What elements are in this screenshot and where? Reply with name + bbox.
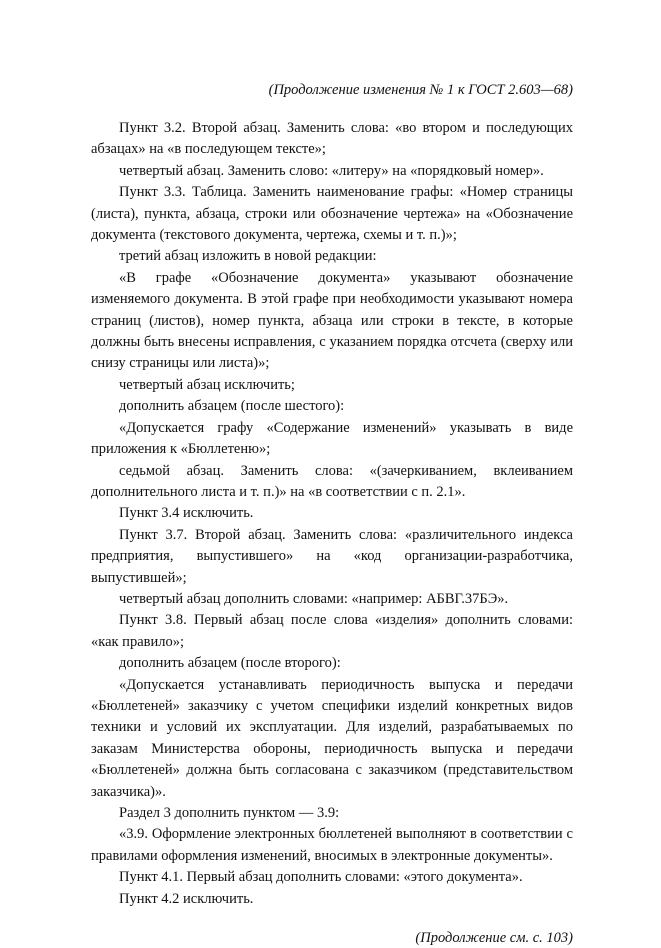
document-body: [91, 118, 573, 910]
paragraph: Пункт 3.8. Первый абзац после слова «изделия» дополнить словами: «как правило»;: [91, 612, 573, 650]
paragraph: Пункт 3.7. Второй абзац. Заменить слова: «различительного индекса предприятия, выпустившего» на «код организации-разработчика, выпустившей»;: [91, 526, 573, 586]
document-page: [91, 80, 573, 948]
paragraph: Раздел 3 дополнить пунктом — 3.9:: [119, 805, 340, 821]
paragraph: «В графе «Обозначение документа» указывают обозначение изменяемого документа. В этой графе при необходимости указывают номера страниц (листов), номер пункта, абзаца или строки в тексте, в которые должны быть внесены исправления, с указанием порядка отсчета (сверху или снизу страницы или листа)»;: [91, 269, 573, 372]
paragraph: «3.9. Оформление электронных бюллетеней выполняют в соответствии с правилами оформления изменений, вносимых в электронные документы».: [91, 826, 573, 864]
paragraph: четвертый абзац. Заменить слово: «литеру» на «порядковый номер».: [119, 162, 544, 179]
paragraph: Пункт 3.2. Второй абзац. Заменить слова: «во втором и последующих абзацах» на «в последующем тексте»;: [91, 120, 573, 158]
paragraph: четвертый абзац дополнить словами: «например: АБВГ.37БЭ».: [119, 590, 509, 607]
continuation-footer: (Продолжение см. с. 103): [415, 930, 573, 947]
paragraph: Пункт 4.2 исключить.: [119, 890, 254, 907]
paragraph: Пункт 4.1. Первый абзац дополнить словами: «этого документа».: [119, 869, 523, 886]
paragraph: седьмой абзац. Заменить слова: «(зачеркиванием, вклеиванием дополнительного листа и т. п.)» на «в соответствии с п. 2.1».: [91, 462, 573, 500]
paragraph: дополнить абзацем (после второго):: [119, 655, 341, 672]
paragraph: Пункт 3.4 исключить.: [119, 505, 254, 522]
continuation-header: (Продолжение изменения № 1 к ГОСТ 2.603—68): [268, 82, 573, 98]
paragraph: «Допускается графу «Содержание изменений» указывать в виде приложения к «Бюллетеню»;: [91, 419, 573, 458]
paragraph: четвертый абзац исключить;: [119, 376, 295, 393]
paragraph: третий абзац изложить в новой редакции:: [119, 248, 377, 265]
paragraph: «Допускается устанавливать периодичность выпуска и передачи «Бюллетеней» заказчику с учетом специфики изделий конкретных видов техники и условий их эксплуатации. Для изделий, разрабатываемых по заказам Министерства обороны, периодичность выпуска и передачи «Бюллетеней» должна быть согласована с заказчиком (представительством заказчика)».: [91, 676, 573, 800]
paragraph: Пункт 3.3. Таблица. Заменить наименование графы: «Номер страницы (листа), пункта, абзаца, строки или обозначение чертежа» на «Обозначение документа (текстового документа, чертежа, схемы и т. п.)»;: [91, 184, 573, 244]
paragraph: дополнить абзацем (после шестого):: [119, 398, 345, 415]
